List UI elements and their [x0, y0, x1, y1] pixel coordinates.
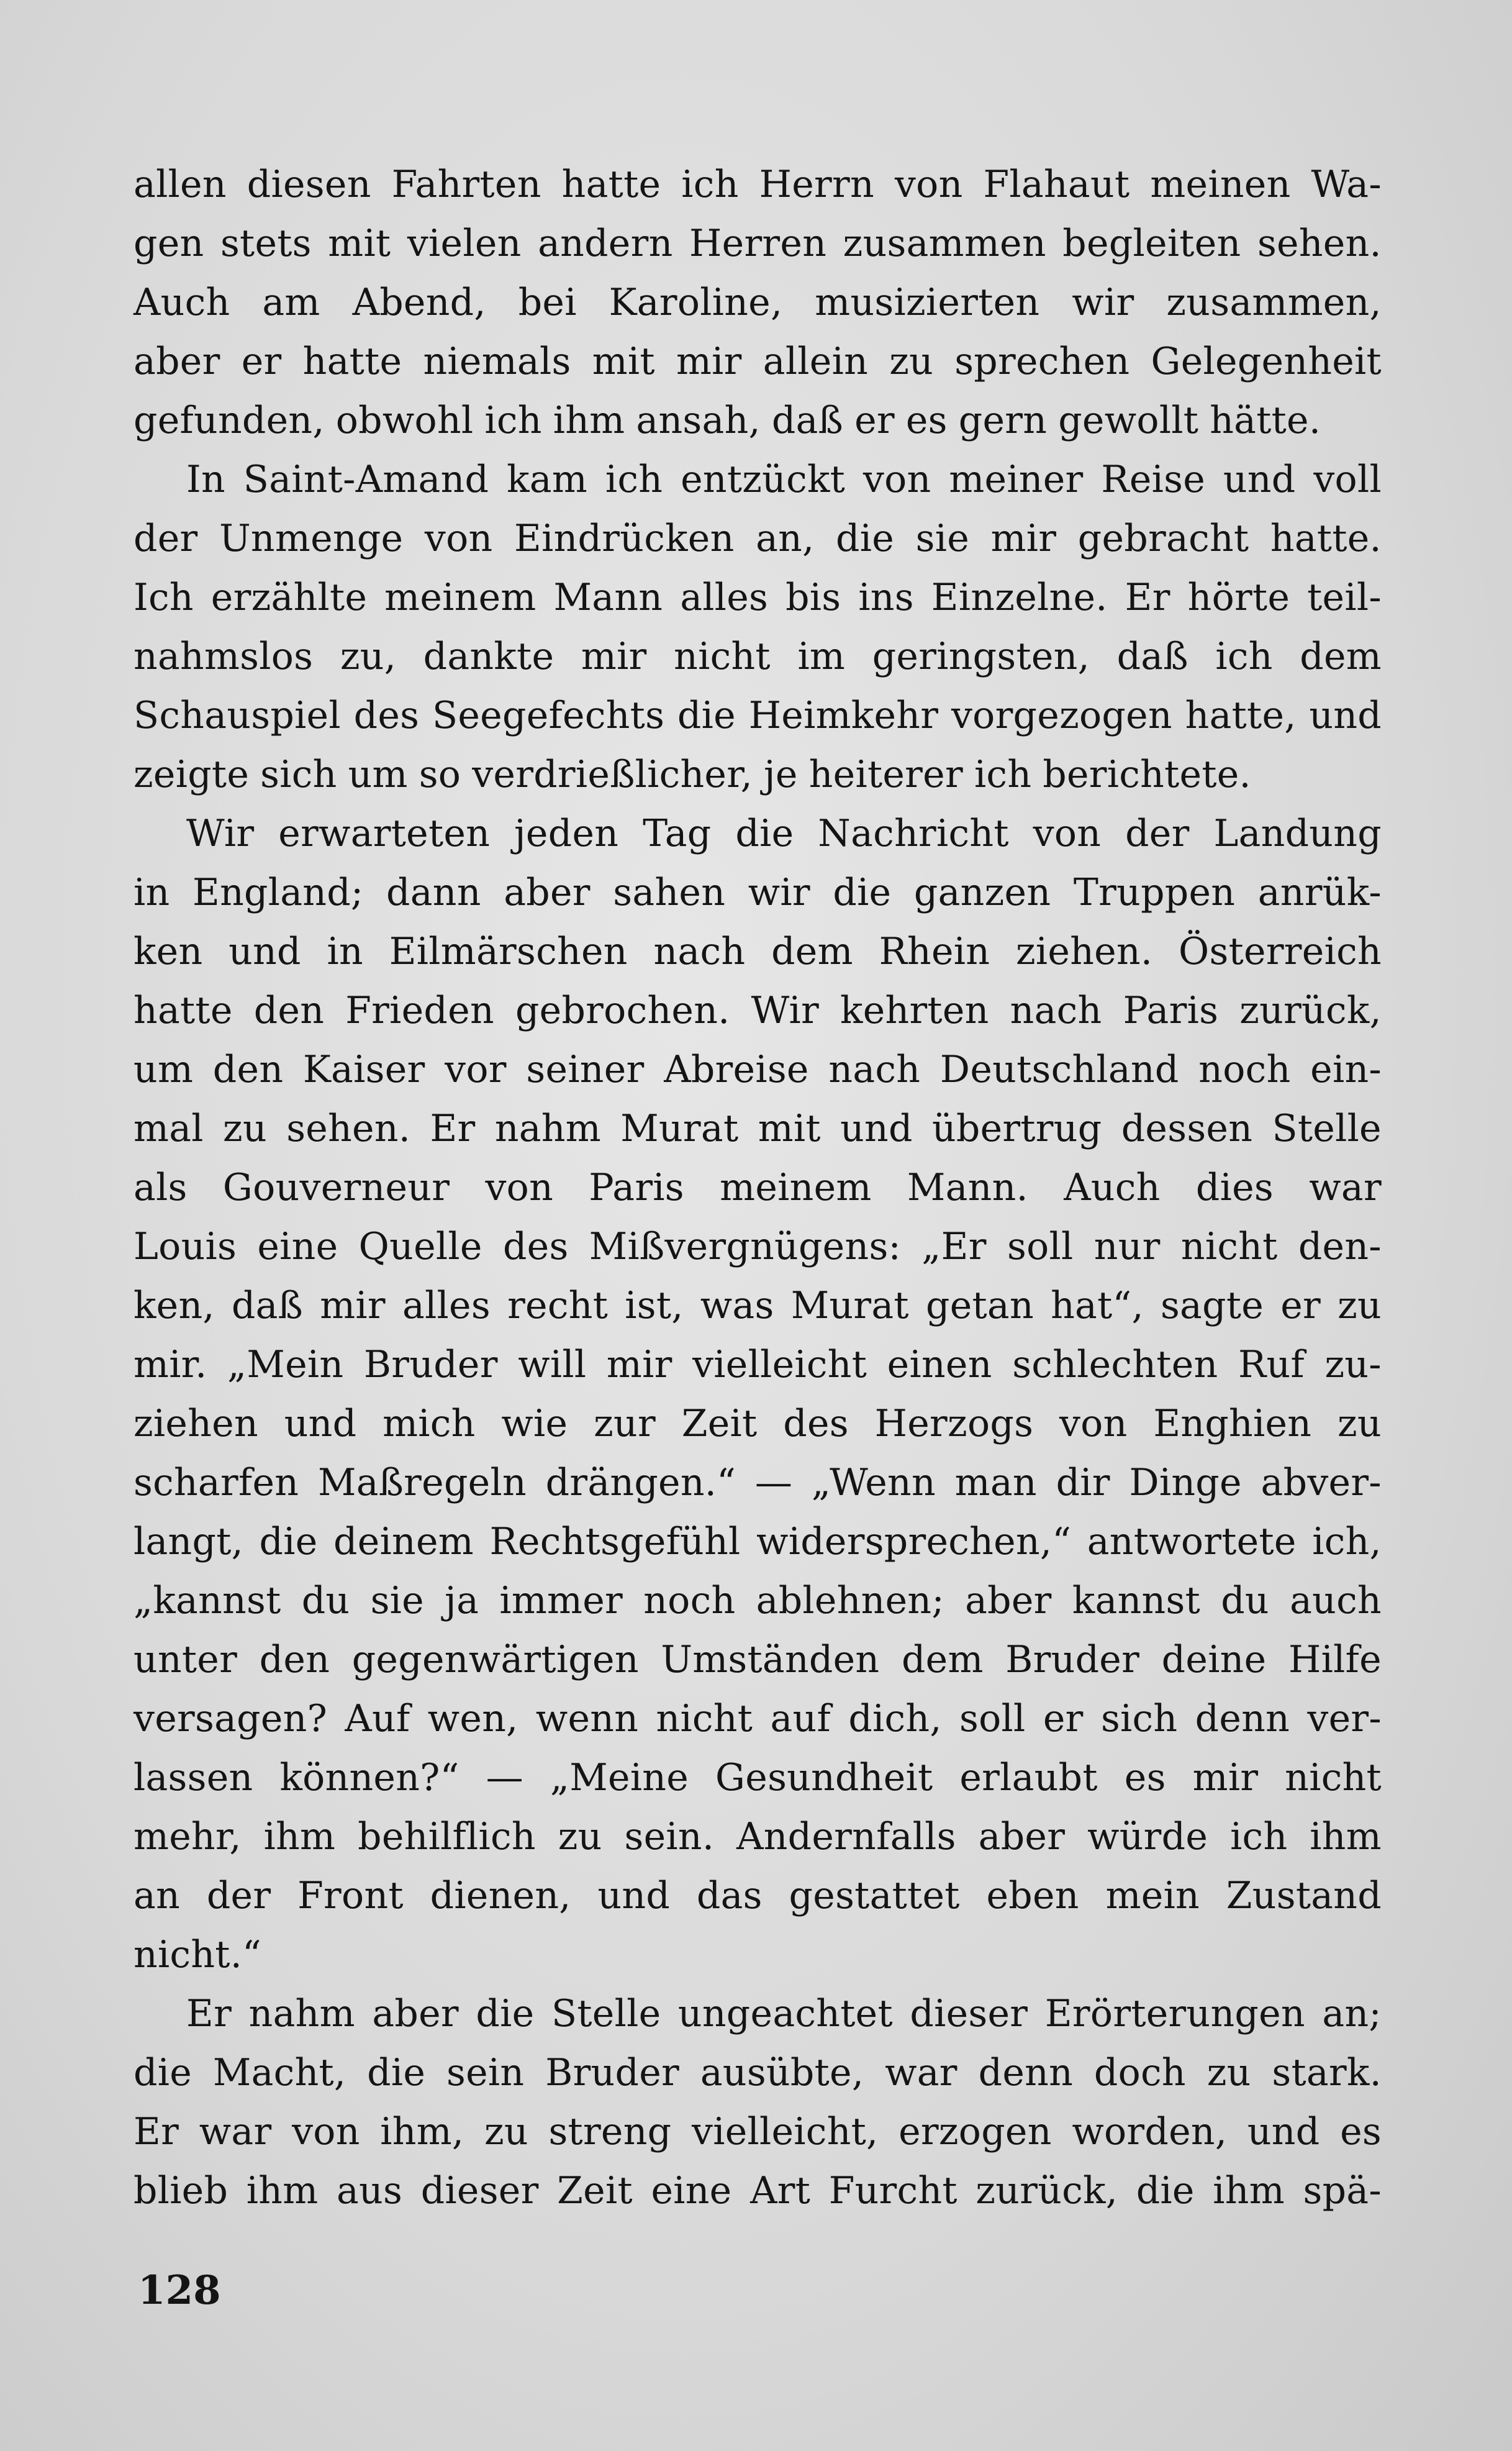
text-line: Schauspiel des Seegefechts die Heimkehr vorgezogen hatte, und: [134, 694, 1382, 737]
text-line: in England; dann aber sahen wir die ganzen Truppen anrük-: [134, 871, 1382, 914]
text-line: ken, daß mir alles recht ist, was Murat getan hat“, sagte er zu: [134, 1284, 1382, 1327]
text-line: Er nahm aber die Stelle ungeachtet dieser Erörterungen an;: [186, 1992, 1382, 2035]
page-number: 128: [138, 2267, 221, 2314]
text-line: langt, die deinem Rechtsgefühl widersprechen,“ antwortete ich,: [134, 1520, 1382, 1563]
text-line: Auch am Abend, bei Karoline, musizierten wir zusammen,: [134, 281, 1382, 324]
text-line: mehr, ihm behilflich zu sein. Andernfalls aber würde ich ihm: [134, 1815, 1382, 1858]
text-line: lassen können?“ — „Meine Gesundheit erlaubt es mir nicht: [134, 1756, 1382, 1799]
text-line: blieb ihm aus dieser Zeit eine Art Furcht zurück, die ihm spä-: [134, 2169, 1382, 2212]
text-line: zeigte sich um so verdrießlicher, je heiterer ich berichtete.: [134, 753, 1251, 796]
text-line: ken und in Eilmärschen nach dem Rhein ziehen. Österreich: [134, 930, 1382, 973]
text-line: die Macht, die sein Bruder ausübte, war denn doch zu stark.: [134, 2051, 1382, 2094]
text-line: als Gouverneur von Paris meinem Mann. Auch dies war: [134, 1166, 1382, 1209]
text-line: Louis eine Quelle des Mißvergnügens: „Er soll nur nicht den-: [134, 1225, 1382, 1268]
text-line: „kannst du sie ja immer noch ablehnen; aber kannst du auch: [134, 1579, 1382, 1622]
text-line: mir. „Mein Bruder will mir vielleicht einen schlechten Ruf zu-: [134, 1343, 1382, 1386]
text-line: ziehen und mich wie zur Zeit des Herzogs von Enghien zu: [134, 1402, 1382, 1445]
text-line: gen stets mit vielen andern Herren zusammen begleiten sehen.: [134, 222, 1382, 265]
text-line: mal zu sehen. Er nahm Murat mit und übertrug dessen Stelle: [134, 1107, 1382, 1150]
text-line: aber er hatte niemals mit mir allein zu sprechen Gelegenheit: [134, 340, 1382, 383]
text-line: In Saint-Amand kam ich entzückt von meiner Reise und voll: [186, 458, 1382, 501]
text-line: gefunden, obwohl ich ihm ansah, daß er es gern gewollt hätte.: [134, 399, 1321, 442]
text-line: unter den gegenwärtigen Umständen dem Bruder deine Hilfe: [134, 1638, 1382, 1681]
text-line: hatte den Frieden gebrochen. Wir kehrten nach Paris zurück,: [134, 989, 1382, 1032]
text-line: nahmslos zu, dankte mir nicht im geringsten, daß ich dem: [134, 635, 1382, 678]
text-line: scharfen Maßregeln drängen.“ — „Wenn man dir Dinge abver-: [134, 1461, 1382, 1504]
text-line: Ich erzählte meinem Mann alles bis ins Einzelne. Er hörte teil-: [134, 576, 1382, 619]
text-line: allen diesen Fahrten hatte ich Herrn von Flahaut meinen Wa-: [134, 163, 1382, 206]
text-line: Er war von ihm, zu streng vielleicht, erzogen worden, und es: [134, 2110, 1382, 2153]
text-line: an der Front dienen, und das gestattet eben mein Zustand: [134, 1874, 1382, 1917]
text-line: versagen? Auf wen, wenn nicht auf dich, soll er sich denn ver-: [134, 1697, 1382, 1740]
text-line: nicht.“: [134, 1933, 262, 1976]
text-line: um den Kaiser vor seiner Abreise nach Deutschland noch ein-: [134, 1048, 1382, 1091]
body-text: [134, 155, 1382, 2221]
text-line: Wir erwarteten jeden Tag die Nachricht von der Landung: [186, 812, 1382, 855]
text-line: der Unmenge von Eindrücken an, die sie mir gebracht hatte.: [134, 517, 1382, 560]
